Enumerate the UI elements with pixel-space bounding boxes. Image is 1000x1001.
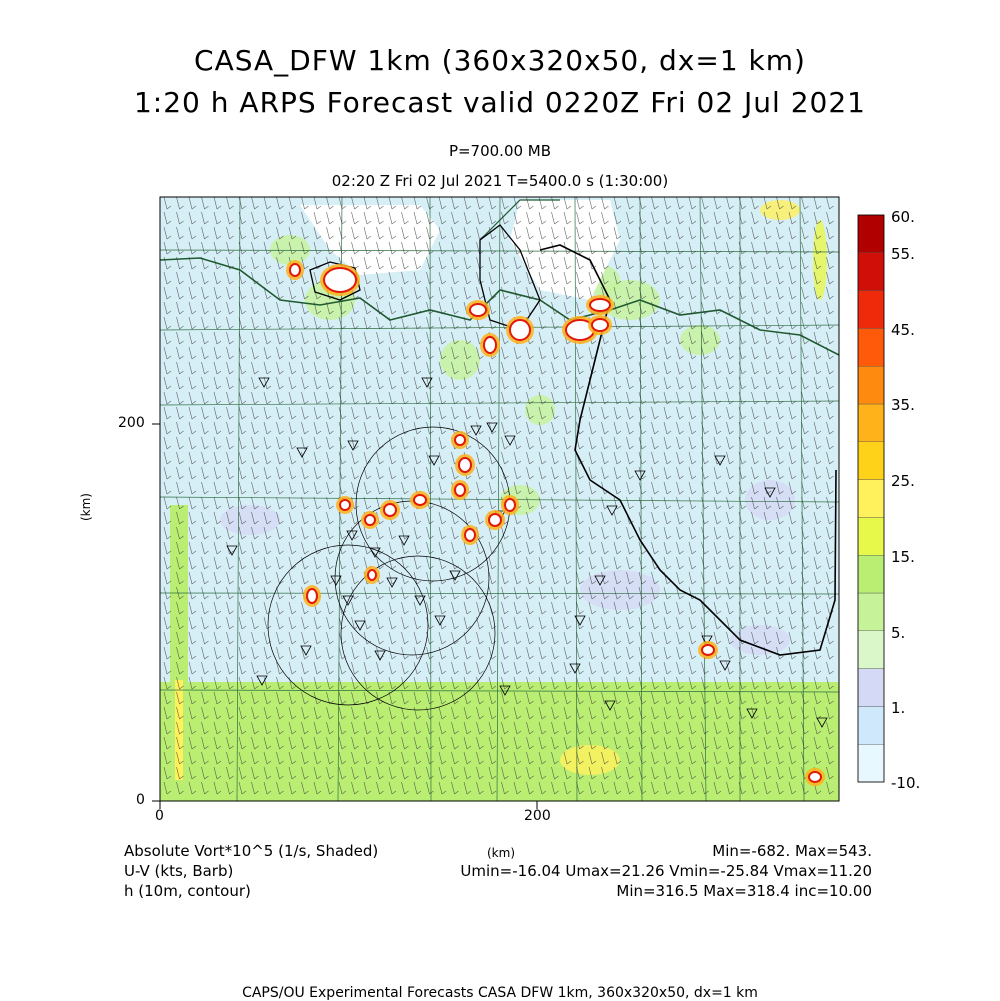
- storm-cell: [465, 529, 475, 541]
- y-tick-label-200: 200: [118, 415, 145, 431]
- colorbar-swatch: [858, 404, 884, 442]
- legend-field-vorticity: Absolute Vort*10^5 (1/s, Shaded): [124, 842, 379, 860]
- colorbar: [858, 215, 884, 782]
- storm-cell: [365, 515, 375, 525]
- legend-minmax-vorticity: Min=-682. Max=543.: [712, 842, 872, 860]
- legend-minmax-height: Min=316.5 Max=318.4 inc=10.00: [616, 882, 872, 900]
- storm-cell: [340, 500, 350, 510]
- shade-patch: [440, 340, 480, 380]
- colorbar-swatch: [858, 517, 884, 555]
- colorbar-swatch: [858, 555, 884, 593]
- cb-label-5: 5.: [891, 624, 906, 642]
- cb-label-15: 15.: [891, 548, 915, 566]
- cb-label-60: 60.: [891, 208, 915, 226]
- valid-time: 02:20 Z Fri 02 Jul 2021 T=5400.0 s (1:30:00): [331, 172, 669, 190]
- storm-cell: [414, 495, 426, 505]
- y-axis-label: (km): [79, 492, 94, 522]
- legend-field-height: h (10m, contour): [124, 882, 251, 900]
- storm-cell: [590, 299, 610, 311]
- storm-cell: [307, 589, 317, 603]
- cb-label-55: 55.: [891, 245, 915, 263]
- x-tick-label-0: 0: [155, 808, 164, 824]
- storm-cell: [484, 337, 496, 353]
- shade-south-band: [160, 682, 839, 801]
- cb-label-35: 35.: [891, 396, 915, 414]
- storm-cell: [592, 319, 608, 331]
- colorbar-swatch: [858, 215, 884, 253]
- shade-patch: [680, 325, 720, 355]
- legend-field-wind: U-V (kts, Barb): [124, 862, 234, 880]
- storm-cell: [455, 484, 465, 496]
- colorbar-swatch: [858, 593, 884, 631]
- colorbar-swatch: [858, 442, 884, 480]
- colorbar-swatch: [858, 253, 884, 291]
- footer-credit: CAPS/OU Experimental Forecasts CASA DFW 1km, 360x320x50, dx=1 km: [242, 985, 758, 1001]
- colorbar-swatch: [858, 291, 884, 329]
- storm-cell: [505, 499, 515, 511]
- cb-label-1: 1.: [891, 699, 906, 717]
- storm-cell: [384, 504, 396, 516]
- title-line-1: CASA_DFW 1km (360x320x50, dx=1 km): [194, 44, 806, 77]
- shade-west-yellow: [175, 680, 183, 780]
- storm-cell: [368, 570, 376, 580]
- cb-label-25: 25.: [891, 472, 915, 490]
- storm-cell: [290, 264, 300, 276]
- colorbar-swatch: [858, 480, 884, 518]
- colorbar-swatch: [858, 366, 884, 404]
- shade-patch: [580, 570, 660, 610]
- title-line-2: 1:20 h ARPS Forecast valid 0220Z Fri 02 Jul 2021: [133, 86, 866, 119]
- y-tick-label-0: 0: [136, 792, 145, 808]
- storm-cell: [489, 514, 501, 526]
- storm-cell: [702, 645, 714, 655]
- storm-cell: [510, 320, 530, 340]
- colorbar-swatch: [858, 706, 884, 744]
- storm-cell: [470, 304, 486, 316]
- legend-minmax-wind: Umin=-16.04 Umax=21.26 Vmin=-25.84 Vmax=11.20: [460, 862, 872, 880]
- colorbar-swatch: [858, 328, 884, 366]
- colorbar-swatch: [858, 669, 884, 707]
- storm-cell: [455, 435, 465, 445]
- colorbar-swatch: [858, 744, 884, 782]
- storm-cell: [324, 268, 356, 292]
- x-tick-label-200: 200: [524, 808, 551, 824]
- shade-patch: [760, 200, 800, 220]
- shade-patch: [220, 505, 280, 535]
- colorbar-swatch: [858, 631, 884, 669]
- cb-label-minus10: -10.: [891, 774, 921, 792]
- pressure-level: P=700.00 MB: [448, 142, 552, 160]
- storm-cell: [809, 772, 821, 782]
- cb-label-45: 45.: [891, 321, 915, 339]
- x-axis-label: (km): [487, 846, 516, 860]
- storm-cell: [459, 458, 471, 472]
